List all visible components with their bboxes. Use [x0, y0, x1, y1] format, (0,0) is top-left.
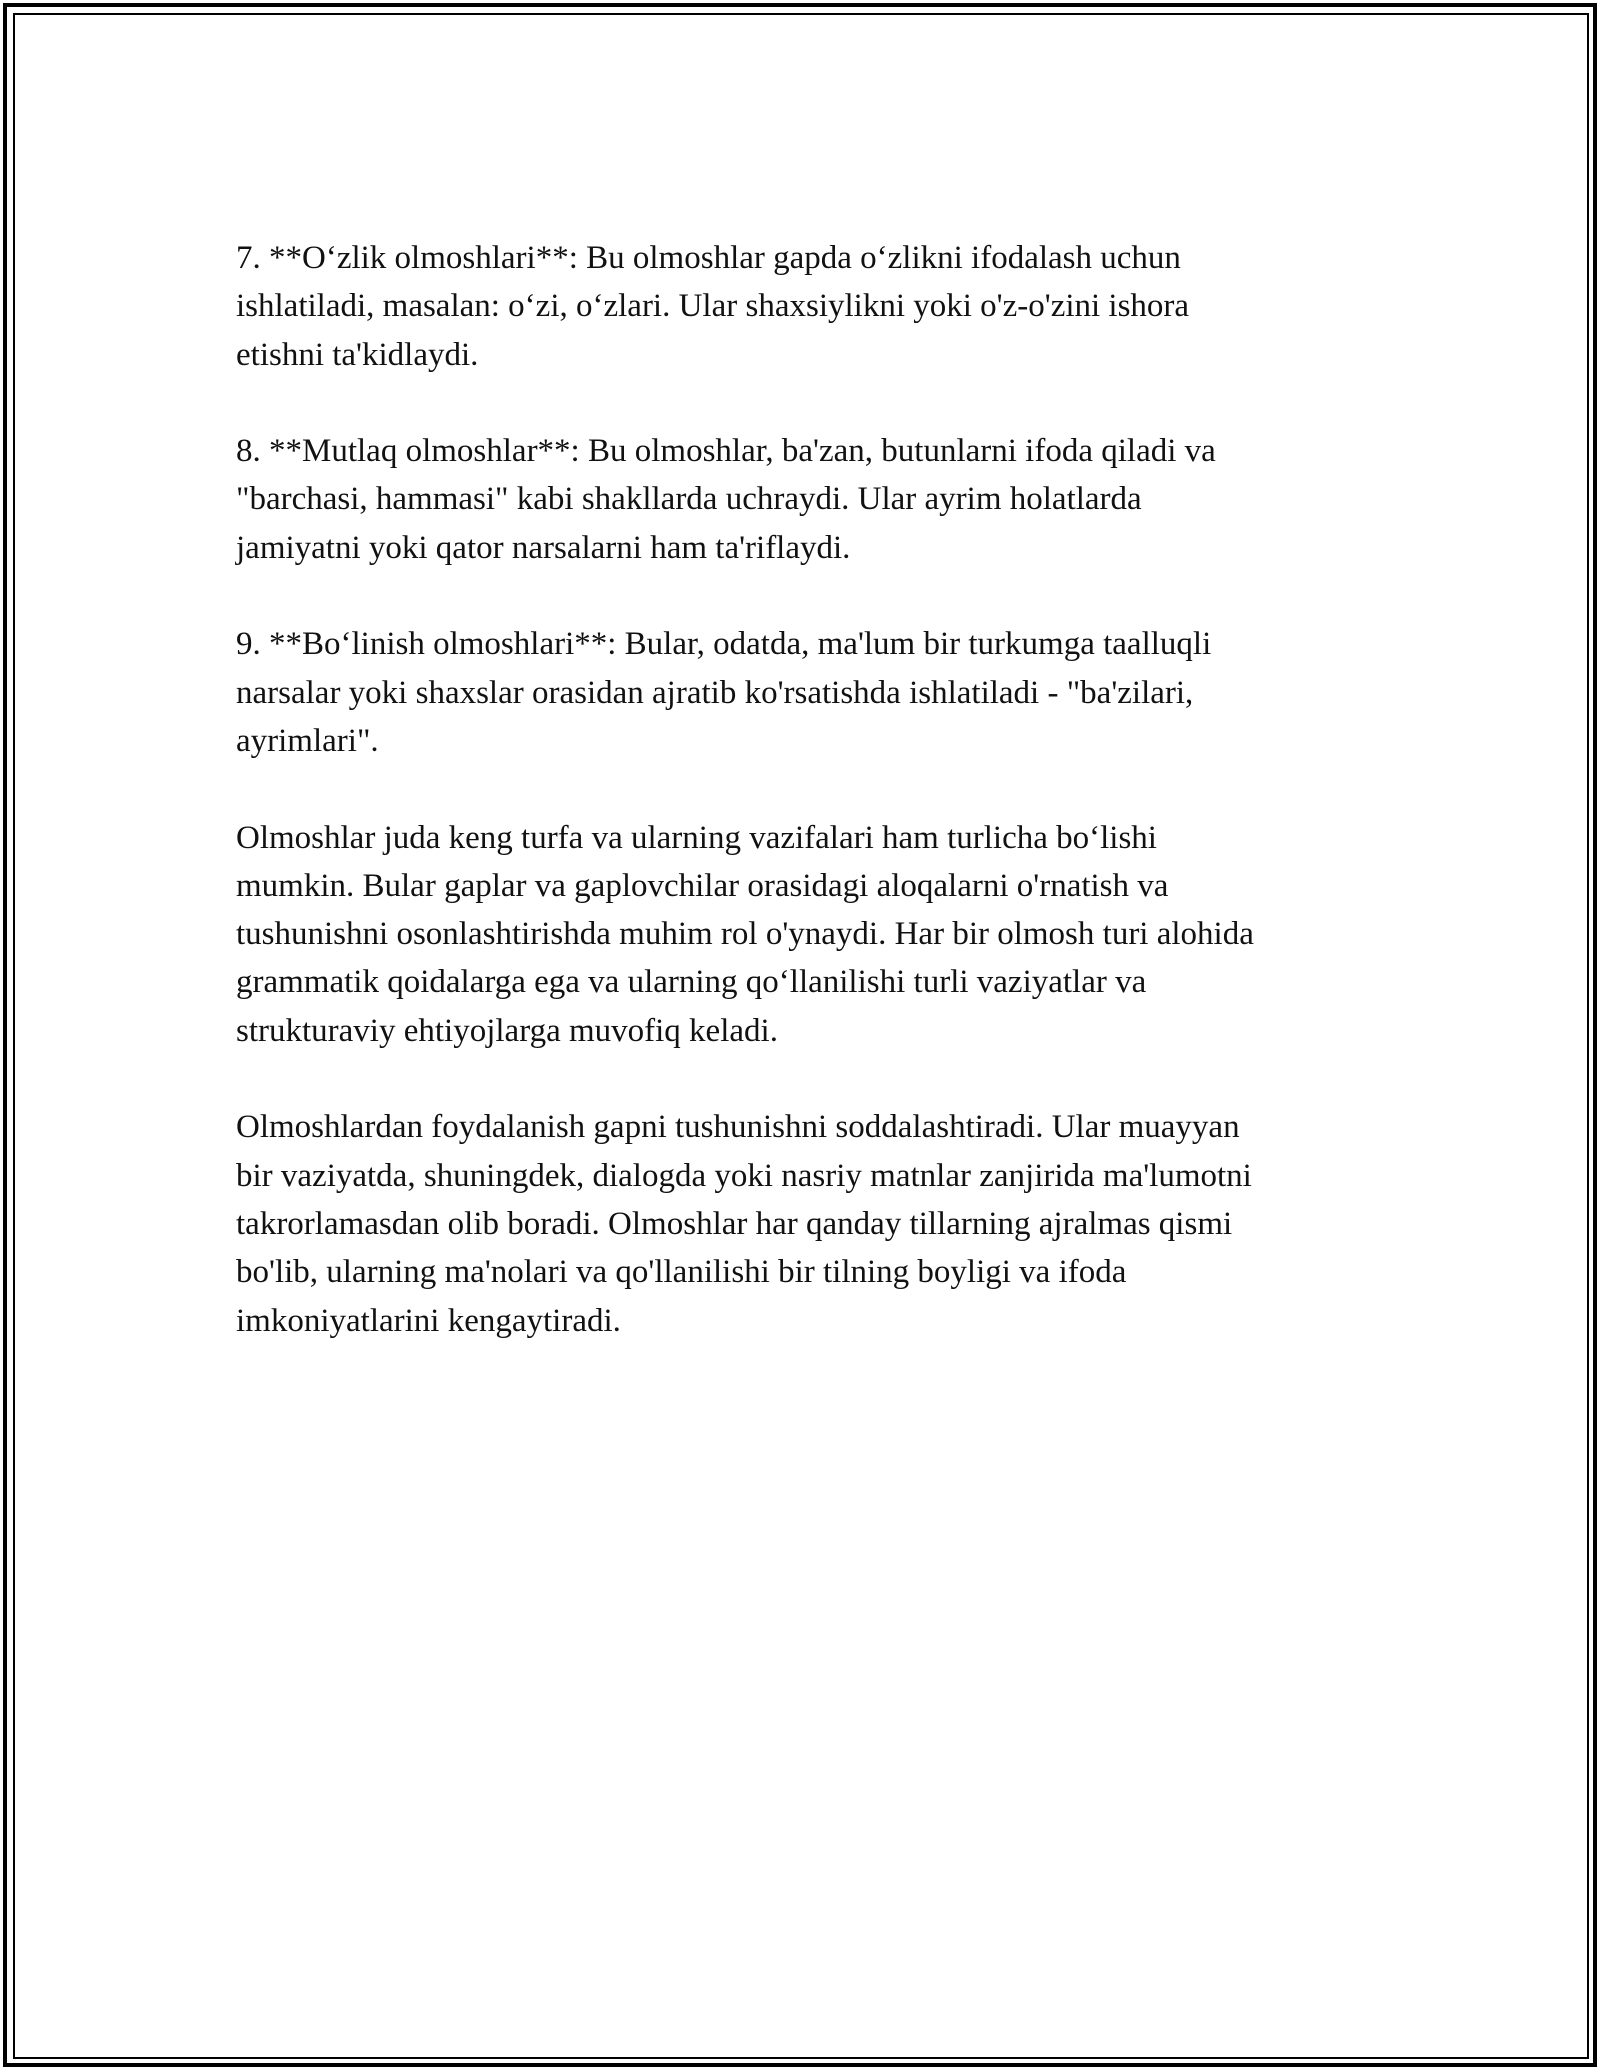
paragraph-olmoshlar-vazifalari: Olmoshlar juda keng turfa va ularning vazifalari ham turlicha bo‘lishi mumkin. Bular gaplar va gaplovchilar orasidagi aloqalarni o'rnatish va tushunishni osonlashtirishda muhim rol o'ynaydi. Har bir olmosh turi alohida grammatik qoidalarga ega va ularning qo‘llanilishi turli vaziyatlar va strukturaviy ehtiyojlarga muvofiq keladi.: [236, 819, 1254, 1049]
paragraph-ozlik-olmoshlari: 7. **O‘zlik olmoshlari**: Bu olmoshlar gapda o‘zlikni ifodalash uchun ishlatiladi, masalan: o‘zi, o‘zlari. Ular shaxsiylikni yoki o'z-o'zini ishora etishni ta'kidlaydi.: [236, 240, 1190, 373]
paragraph-mutlaq-olmoshlar: 8. **Mutlaq olmoshlar**: Bu olmoshlar, ba'zan, butunlarni ifoda qiladi va "barchasi, hammasi" kabi shakllarda uchraydi. Ular ayrim holatlarda jamiyatni yoki qator narsalarni ham ta'riflaydi.: [236, 433, 1216, 566]
document-body: [236, 234, 1376, 1393]
paragraph-bolinish-olmoshlari: 9. **Bo‘linish olmoshlari**: Bular, odatda, ma'lum bir turkumga taalluqli narsalar yoki shaxslar orasidan ajratib ko'rsatishda ishlatiladi - "ba'zilari, ayrimlari".: [236, 626, 1212, 759]
paragraph-olmoshlardan-foydalanish: Olmoshlardan foydalanish gapni tushunishni soddalashtiradi. Ular muayyan bir vaziyatda, shuningdek, dialogda yoki nasriy matnlar zanjirida ma'lumotni takrorlamasdan olib boradi. Olmoshlar har qanday tillarning ajralmas qismi bo'lib, ularning ma'nolari va qo'llanilishi bir tilning boyligi va ifoda imkoniyatlarini kengaytiradi.: [236, 1109, 1252, 1339]
